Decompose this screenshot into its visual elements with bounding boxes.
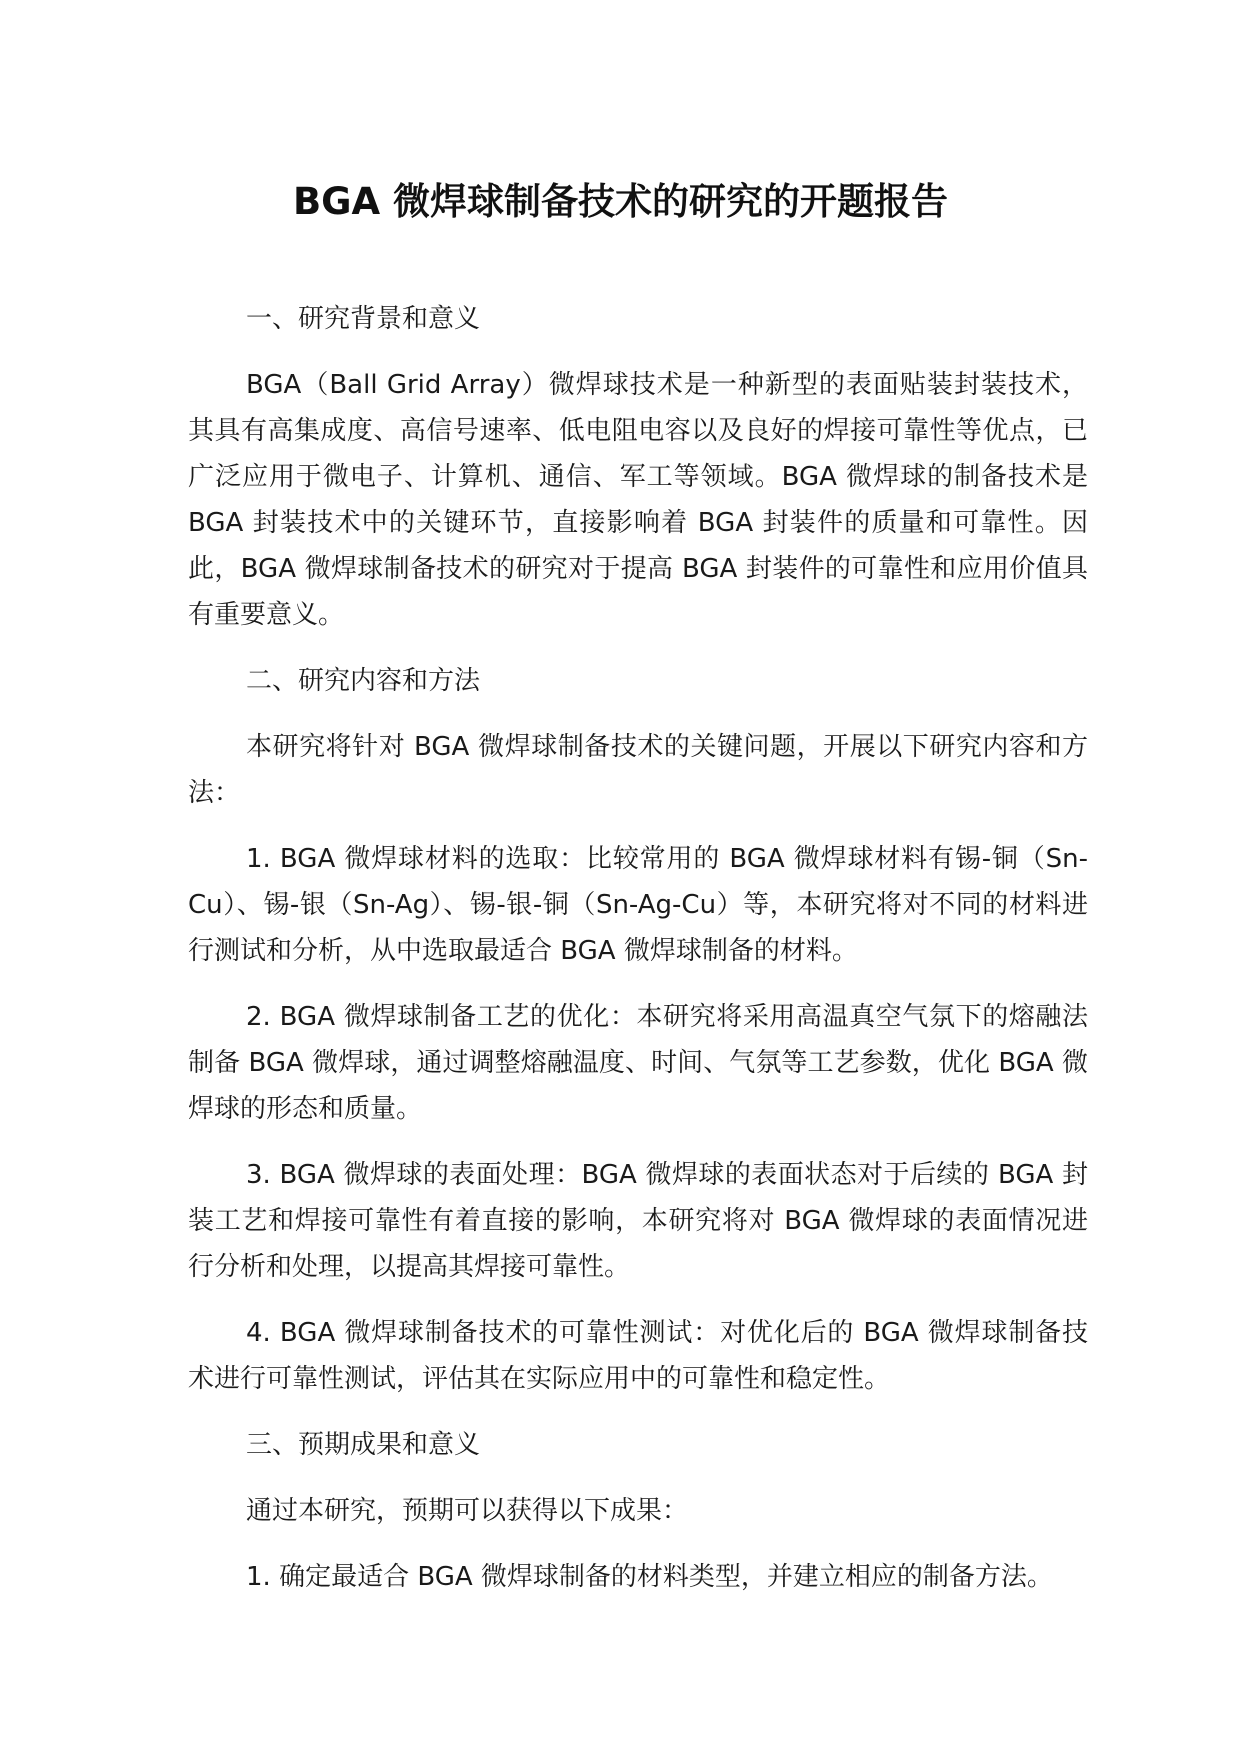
content-item-reliability: 4. BGA 微焊球制备技术的可靠性测试：对优化后的 BGA 微焊球制备技术进行可靠性测试，评估其在实际应用中的可靠性和稳定性。: [188, 1318, 1088, 1394]
background-paragraph: BGA（Ball Grid Array）微焊球技术是一种新型的表面贴装封装技术，其具有高集成度、高信号速率、低电阻电容以及良好的焊接可靠性等优点，已广泛应用于微电子、计算机、通信、军工等领域。BGA 微焊球的制备技术是 BGA 封装技术中的关键环节，直接影响着 BGA 封装件的质量和可靠性。因此，BGA 微焊球制备技术的研究对于提高 BGA 封装件的可靠性和应用价值具有重要意义。: [188, 370, 1088, 630]
content-item-process: 2. BGA 微焊球制备工艺的优化：本研究将采用高温真空气氛下的熔融法制备 BGA 微焊球，通过调整熔融温度、时间、气氛等工艺参数，优化 BGA 微焊球的形态和质量。: [188, 1002, 1088, 1124]
content-item-surface: 3. BGA 微焊球的表面处理：BGA 微焊球的表面状态对于后续的 BGA 封装工艺和焊接可靠性有着直接的影响，本研究将对 BGA 微焊球的表面情况进行分析和处理，以提高其焊接可靠性。: [188, 1160, 1088, 1282]
document-title: BGA 微焊球制备技术的研究的开题报告: [292, 180, 949, 223]
content-intro-paragraph: 本研究将针对 BGA 微焊球制备技术的关键问题，开展以下研究内容和方法：: [188, 732, 1088, 808]
content-item-material: 1. BGA 微焊球材料的选取：比较常用的 BGA 微焊球材料有锡-铜（Sn-Cu）、锡-银（Sn-Ag）、锡-银-铜（Sn-Ag-Cu）等，本研究将对不同的材料进行测试和分析，从中选取最适合 BGA 微焊球制备的材料。: [188, 844, 1088, 966]
section-heading-content-methods: 二、研究内容和方法: [246, 666, 481, 696]
document-body: [188, 296, 1088, 1620]
section-heading-background: 一、研究背景和意义: [246, 304, 481, 334]
results-item-material-type: 1. 确定最适合 BGA 微焊球制备的材料类型，并建立相应的制备方法。: [246, 1562, 1053, 1592]
results-intro-paragraph: 通过本研究，预期可以获得以下成果：: [246, 1496, 689, 1526]
section-heading-expected-results: 三、预期成果和意义: [246, 1430, 481, 1460]
